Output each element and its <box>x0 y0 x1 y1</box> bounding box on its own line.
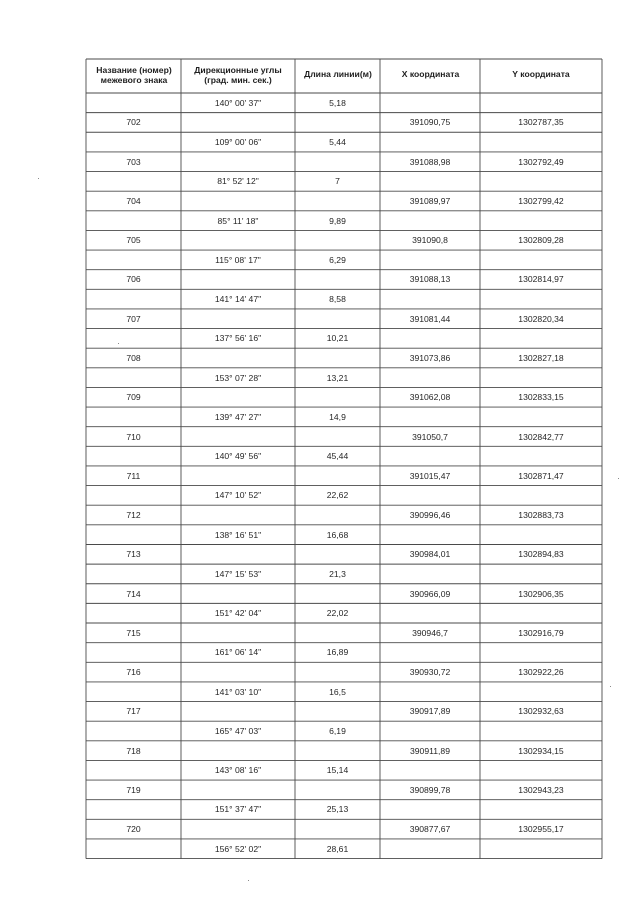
segment-length: 5,44 <box>329 137 346 148</box>
segment-angle: 137° 56' 16" <box>214 333 262 344</box>
point-name: 712 <box>126 510 141 521</box>
scan-speck <box>248 880 249 881</box>
segment-length: 16,89 <box>326 647 349 658</box>
point-x-coordinate: 390917,89 <box>409 706 451 717</box>
segment-length: 9,89 <box>329 215 346 226</box>
point-name: 704 <box>126 195 141 206</box>
point-x-coordinate: 391015,47 <box>409 470 451 481</box>
segment-length: 13,21 <box>326 372 349 383</box>
point-y-coordinate: 1302842,77 <box>518 431 564 442</box>
point-x-coordinate: 391089,97 <box>409 195 451 206</box>
segment-length: 16,5 <box>329 686 346 697</box>
point-name: 708 <box>126 353 141 363</box>
segment-length: 14,9 <box>329 411 346 422</box>
point-name: 703 <box>126 156 141 167</box>
point-name: 702 <box>126 117 141 128</box>
segment-length: 45,44 <box>326 451 349 462</box>
point-name: 713 <box>126 549 141 560</box>
point-x-coordinate: 391088,13 <box>409 274 451 285</box>
point-name: 719 <box>126 784 141 795</box>
point-name: 715 <box>126 627 141 638</box>
point-name: 716 <box>126 667 141 678</box>
header-length: Длина линии(м) <box>304 69 372 79</box>
point-name: 705 <box>126 235 141 246</box>
scan-speck <box>618 478 619 479</box>
point-x-coordinate: 390946,7 <box>412 627 448 638</box>
point-x-coordinate: 390996,46 <box>409 510 451 521</box>
point-name: 706 <box>126 274 141 285</box>
point-x-coordinate: 390966,09 <box>409 588 451 599</box>
segment-angle: 139° 47' 27" <box>214 411 262 422</box>
point-y-coordinate: 1302894,83 <box>518 549 564 560</box>
point-y-coordinate: 1302883,73 <box>518 510 564 521</box>
point-x-coordinate: 391088,98 <box>409 156 451 167</box>
segment-angle: 156° 52' 02" <box>214 843 262 854</box>
point-x-coordinate: 391081,44 <box>409 313 451 324</box>
point-name: 710 <box>126 431 141 442</box>
segment-length: 10,21 <box>326 333 349 344</box>
segment-angle: 147° 15' 53" <box>214 568 262 579</box>
segment-length: 6,19 <box>329 725 346 736</box>
point-y-coordinate: 1302820,34 <box>518 313 564 324</box>
point-x-coordinate: 390930,72 <box>409 667 451 678</box>
point-x-coordinate: 391050,7 <box>412 431 448 442</box>
scan-speck <box>610 686 611 687</box>
point-y-coordinate: 1302955,17 <box>518 824 564 835</box>
segment-angle: 151° 37' 47" <box>214 804 262 815</box>
point-y-coordinate: 1302906,35 <box>518 588 564 599</box>
point-y-coordinate: 1302916,79 <box>518 627 564 638</box>
point-y-coordinate: 1302943,23 <box>518 784 564 795</box>
segment-length: 21,3 <box>329 568 346 579</box>
point-y-coordinate: 1302787,35 <box>518 117 564 128</box>
point-y-coordinate: 1302934,15 <box>518 745 564 756</box>
point-name: 711 <box>126 470 141 481</box>
point-x-coordinate: 390899,78 <box>409 784 451 795</box>
point-name: 720 <box>126 824 141 835</box>
point-name: 718 <box>126 745 141 756</box>
segment-length: 15,14 <box>326 765 349 776</box>
segment-length: 22,02 <box>326 608 349 619</box>
point-x-coordinate: 391073,86 <box>409 353 451 363</box>
header-angle-line-1: Дирекционные углы <box>194 65 282 75</box>
point-name: 707 <box>126 313 141 324</box>
point-y-coordinate: 1302922,26 <box>518 667 564 678</box>
header-y: Y координата <box>512 69 570 79</box>
scan-speck <box>38 178 39 179</box>
segment-angle: 153° 07' 28" <box>214 372 262 383</box>
segment-length: 7 <box>335 176 340 187</box>
header-name-line-1: Название (номер) <box>96 65 172 75</box>
segment-length: 5,18 <box>329 97 346 108</box>
segment-angle: 143° 08' 16" <box>214 765 262 776</box>
segment-angle: 151° 42' 04" <box>214 608 262 619</box>
segment-angle: 115° 08' 17" <box>215 254 261 265</box>
segment-length: 28,61 <box>326 843 349 854</box>
header-angle-line-2: (град. мин. сек.) <box>204 75 272 85</box>
point-y-coordinate: 1302871,47 <box>518 470 564 481</box>
header-x: X координата <box>401 69 460 79</box>
point-y-coordinate: 1302799,42 <box>518 195 564 206</box>
segment-angle: 141° 14' 47" <box>214 294 262 305</box>
segment-angle: 141° 03' 10" <box>214 686 262 697</box>
segment-angle: 165° 47' 03" <box>214 725 262 736</box>
segment-angle: 138° 16' 51" <box>214 529 262 540</box>
scan-speck <box>118 343 119 344</box>
segment-angle: 85° 11' 18" <box>217 215 259 226</box>
segment-angle: 140° 00' 37" <box>214 97 262 108</box>
segment-angle: 109° 00' 06" <box>214 137 262 148</box>
segment-angle: 140° 49' 56" <box>214 451 262 462</box>
point-x-coordinate: 391062,08 <box>409 392 451 403</box>
segment-angle: 147° 10' 52" <box>214 490 262 501</box>
point-name: 709 <box>126 392 141 403</box>
point-x-coordinate: 390877,67 <box>409 824 451 835</box>
point-x-coordinate: 391090,8 <box>412 235 448 246</box>
header-name <box>86 65 182 85</box>
header-name-line-2: межевого знака <box>100 75 168 85</box>
point-name: 717 <box>126 706 141 717</box>
segment-angle: 81° 52' 12" <box>217 176 259 187</box>
segment-length: 25,13 <box>326 804 349 815</box>
point-x-coordinate: 391090,75 <box>409 117 451 128</box>
point-y-coordinate: 1302833,15 <box>518 392 564 403</box>
point-y-coordinate: 1302814,97 <box>518 274 564 285</box>
segment-length: 6,29 <box>329 254 346 265</box>
point-x-coordinate: 390984,01 <box>409 549 451 560</box>
segment-length: 8,58 <box>329 294 346 305</box>
point-y-coordinate: 1302809,28 <box>518 235 564 246</box>
point-y-coordinate: 1302827,18 <box>518 353 564 363</box>
segment-angle: 161° 06' 14" <box>214 647 262 658</box>
point-y-coordinate: 1302932,63 <box>518 706 564 717</box>
segment-length: 22,62 <box>326 490 349 501</box>
point-x-coordinate: 390911,89 <box>410 745 450 756</box>
segment-length: 16,68 <box>326 529 349 540</box>
header-angle <box>181 65 295 85</box>
point-y-coordinate: 1302792,49 <box>518 156 564 167</box>
point-name: 714 <box>126 588 141 599</box>
